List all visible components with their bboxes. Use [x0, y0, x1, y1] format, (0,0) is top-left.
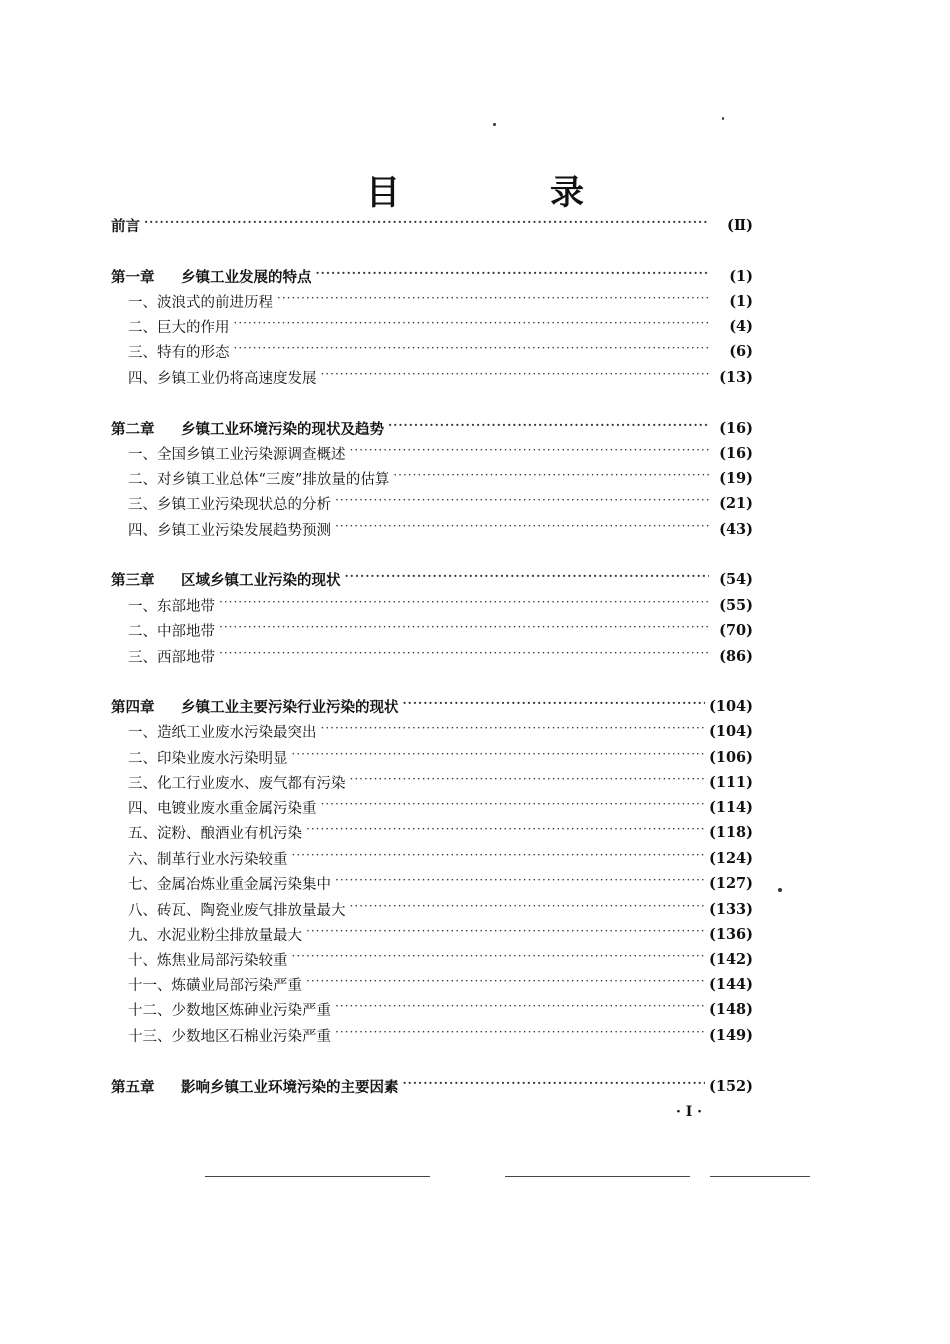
page-number: (144) — [709, 975, 753, 993]
entry-title: 二、对乡镇工业总体“三废”排放量的估算 — [128, 471, 390, 488]
page-number: (136) — [709, 925, 753, 943]
page-folio: · I · — [676, 1104, 703, 1120]
chapter-number: 第二章 — [111, 420, 155, 438]
page-number: (1) — [729, 292, 753, 310]
dot-leader — [321, 800, 706, 814]
dot-leader — [292, 952, 706, 966]
toc-section-entry[interactable] — [128, 720, 753, 742]
toc-section-entry[interactable] — [128, 518, 753, 540]
dot-leader — [306, 977, 705, 991]
toc-section-entry[interactable] — [128, 973, 753, 995]
dot-leader — [321, 724, 706, 738]
dot-leader — [219, 623, 709, 637]
page-number: (142) — [709, 950, 753, 968]
toc-section-entry[interactable] — [128, 467, 753, 489]
page-number: (114) — [709, 798, 753, 816]
dot-leader — [292, 851, 706, 865]
toc-section-entry[interactable] — [128, 1024, 753, 1046]
page-number: (148) — [709, 1000, 753, 1018]
page-number: (104) — [709, 697, 753, 715]
entry-title: 十一、炼磺业局部污染严重 — [128, 977, 302, 994]
entry-title: 乡镇工业发展的特点 — [181, 268, 312, 286]
toc-section-entry[interactable] — [128, 821, 753, 843]
page-number: (149) — [709, 1026, 753, 1044]
dot-leader — [144, 218, 709, 232]
toc-section-entry[interactable] — [128, 746, 753, 768]
dot-leader — [219, 598, 709, 612]
toc-chapter-entry[interactable] — [111, 214, 753, 236]
entry-title: 区域乡镇工业污染的现状 — [181, 571, 341, 589]
page-number: (13) — [719, 368, 753, 386]
dot-leader — [403, 1079, 706, 1093]
page-number: (124) — [709, 849, 753, 867]
dot-leader — [321, 370, 710, 384]
entry-title: 二、印染业废水污染明显 — [128, 750, 288, 767]
toc-section-entry[interactable] — [128, 796, 753, 818]
dot-leader — [350, 775, 706, 789]
entry-title: 一、全国乡镇工业污染源调查概述 — [128, 446, 346, 463]
entry-title: 三、西部地带 — [128, 649, 215, 666]
dot-leader — [350, 902, 706, 916]
dot-leader — [316, 269, 710, 283]
entry-title: 四、乡镇工业仍将高速度发展 — [128, 370, 317, 387]
toc-section-entry[interactable] — [128, 771, 753, 793]
toc-section-entry[interactable] — [128, 366, 753, 388]
entry-title: 四、乡镇工业污染发展趋势预测 — [128, 522, 331, 539]
scan-speck — [778, 888, 782, 892]
dot-leader — [335, 1002, 705, 1016]
dot-leader — [335, 522, 709, 536]
entry-title: 十三、少数地区石棉业污染严重 — [128, 1028, 331, 1045]
scan-rule — [710, 1176, 810, 1177]
entry-title: 二、巨大的作用 — [128, 319, 230, 336]
entry-title: 九、水泥业粉尘排放量最大 — [128, 927, 302, 944]
toc-section-entry[interactable] — [128, 645, 753, 667]
entry-title: 前言 — [111, 217, 140, 235]
page-number: (19) — [719, 469, 753, 487]
entry-title: 八、砖瓦、陶瓷业废气排放量最大 — [128, 902, 346, 919]
entry-title: 二、中部地带 — [128, 623, 215, 640]
entry-title: 乡镇工业环境污染的现状及趋势 — [181, 420, 384, 438]
page-number: (104) — [709, 722, 753, 740]
page-number: (6) — [729, 342, 753, 360]
entry-title: 三、特有的形态 — [128, 344, 230, 361]
dot-leader — [335, 496, 709, 510]
page-number: (16) — [719, 419, 753, 437]
entry-title: 一、波浪式的前进历程 — [128, 294, 273, 311]
dot-leader — [306, 927, 705, 941]
toc-section-entry[interactable] — [128, 872, 753, 894]
toc-section-entry[interactable] — [128, 492, 753, 514]
dot-leader — [234, 344, 710, 358]
entry-title: 六、制革行业水污染较重 — [128, 851, 288, 868]
dot-leader — [345, 572, 710, 586]
dot-leader — [277, 294, 709, 308]
entry-title: 五、淀粉、酿酒业有机污染 — [128, 825, 302, 842]
toc-chapter-entry[interactable] — [111, 568, 753, 590]
toc-chapter-entry[interactable] — [111, 265, 753, 287]
toc-chapter-entry[interactable] — [111, 417, 753, 439]
entry-title: 七、金属冶炼业重金属污染集中 — [128, 876, 331, 893]
page-number: (106) — [709, 748, 753, 766]
dot-leader — [403, 699, 706, 713]
page-number: (127) — [709, 874, 753, 892]
toc-section-entry[interactable] — [128, 290, 753, 312]
toc-section-entry[interactable] — [128, 315, 753, 337]
entry-title: 乡镇工业主要污染行业污染的现状 — [181, 698, 399, 716]
page-number: (111) — [709, 773, 753, 791]
page-number: (133) — [709, 900, 753, 918]
entry-title: 十二、少数地区炼砷业污染严重 — [128, 1002, 331, 1019]
toc-section-entry[interactable] — [128, 898, 753, 920]
entry-title: 一、造纸工业废水污染最突出 — [128, 724, 317, 741]
page-number: (118) — [709, 823, 753, 841]
dot-leader — [388, 421, 709, 435]
dot-leader — [335, 876, 705, 890]
entry-title: 影响乡镇工业环境污染的主要因素 — [181, 1078, 399, 1096]
toc-section-entry[interactable] — [128, 594, 753, 616]
page-number: (1) — [729, 267, 753, 285]
dot-leader — [335, 1028, 705, 1042]
dot-leader — [393, 471, 709, 485]
scan-speck — [722, 117, 724, 120]
toc-section-entry[interactable] — [128, 948, 753, 970]
chapter-number: 第四章 — [111, 698, 155, 716]
page-number: (Ⅱ) — [727, 216, 753, 234]
page-number: (70) — [719, 621, 753, 639]
scan-rule — [505, 1176, 690, 1177]
scan-speck — [493, 123, 496, 126]
page-number: (21) — [719, 494, 753, 512]
dot-leader — [234, 319, 710, 333]
page-title: 目 录 — [366, 173, 642, 213]
dot-leader — [350, 446, 710, 460]
chapter-number: 第三章 — [111, 571, 155, 589]
entry-title: 一、东部地带 — [128, 598, 215, 615]
page-number: (43) — [719, 520, 753, 538]
page-number: (4) — [729, 317, 753, 335]
toc-chapter-entry[interactable] — [111, 695, 753, 717]
scan-rule — [205, 1176, 430, 1177]
page-number: (152) — [709, 1077, 753, 1095]
entry-title: 三、乡镇工业污染现状总的分析 — [128, 496, 331, 513]
page-number: (55) — [719, 596, 753, 614]
page-number: (86) — [719, 647, 753, 665]
toc-section-entry[interactable] — [128, 923, 753, 945]
toc-section-entry[interactable] — [128, 998, 753, 1020]
toc-section-entry[interactable] — [128, 340, 753, 362]
page-number: (16) — [719, 444, 753, 462]
dot-leader — [292, 750, 706, 764]
chapter-number: 第一章 — [111, 268, 155, 286]
toc-chapter-entry[interactable] — [111, 1075, 753, 1097]
entry-title: 三、化工行业废水、废气都有污染 — [128, 775, 346, 792]
toc-section-entry[interactable] — [128, 442, 753, 464]
dot-leader — [306, 825, 705, 839]
chapter-number: 第五章 — [111, 1078, 155, 1096]
toc-section-entry[interactable] — [128, 619, 753, 641]
page-number: (54) — [719, 570, 753, 588]
entry-title: 十、炼焦业局部污染较重 — [128, 952, 288, 969]
dot-leader — [219, 649, 709, 663]
toc-section-entry[interactable] — [128, 847, 753, 869]
entry-title: 四、电镀业废水重金属污染重 — [128, 800, 317, 817]
